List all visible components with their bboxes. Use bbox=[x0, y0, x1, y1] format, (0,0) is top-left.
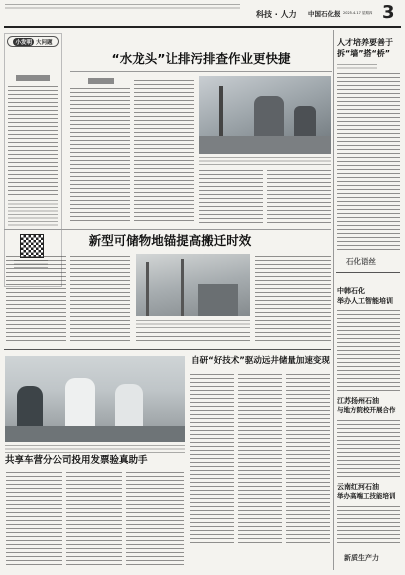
tech-photo bbox=[5, 356, 185, 442]
lead-rule bbox=[70, 71, 332, 72]
paper-logo: 中国石化报 bbox=[308, 10, 341, 18]
right-col-divider bbox=[333, 30, 334, 570]
lead-subhead-box bbox=[88, 78, 114, 84]
news3-title-1: 云南红河石油 bbox=[337, 483, 379, 491]
news3-title-2: 举办高端工技能培训 bbox=[337, 492, 396, 500]
invoice-text-col1 bbox=[6, 472, 62, 568]
lead-text-col1 bbox=[70, 88, 130, 223]
sidebar-text bbox=[8, 86, 58, 196]
anchor-text-col1 bbox=[6, 256, 66, 344]
invoice-text-col3 bbox=[126, 472, 184, 568]
lead-text-col3 bbox=[199, 170, 263, 223]
anchor-text-col2 bbox=[70, 256, 130, 344]
news2-text bbox=[337, 420, 400, 478]
anchor-text-col3 bbox=[136, 332, 250, 344]
issue-date: 2025.4.17 星期四 bbox=[343, 11, 373, 15]
column-title-1: 人才培养要善于 bbox=[337, 38, 393, 47]
lead-text-col2 bbox=[134, 80, 194, 223]
column-byline bbox=[337, 64, 377, 69]
anchor-text-col4 bbox=[255, 256, 331, 344]
tech-text-col3 bbox=[286, 374, 330, 546]
masthead-small-text bbox=[5, 4, 240, 9]
news2-title-2: 与地方院校开展合作 bbox=[337, 406, 396, 414]
sidebar-header-bar bbox=[16, 75, 50, 81]
anchor-top-rule bbox=[4, 229, 331, 230]
anchor-headline: 新型可储物地锚提高搬迁时效 bbox=[88, 233, 252, 248]
lead-photo-caption bbox=[199, 157, 331, 165]
tech-photo-caption bbox=[5, 445, 185, 453]
column-text bbox=[337, 73, 400, 253]
footer-tag: 新质生产力 bbox=[344, 554, 379, 562]
section-label: 科技 · 人力 bbox=[256, 10, 297, 19]
sidebar-badge bbox=[7, 36, 59, 47]
invoice-headline: 共享车营分公司投用发票验真助手 bbox=[5, 455, 148, 466]
yusi-rule bbox=[336, 272, 400, 273]
tech-headline: 自研“好技术”驱动远井储量加速变现 bbox=[191, 356, 330, 366]
tech-text-col2 bbox=[238, 374, 282, 546]
badge-right: 大问题 bbox=[36, 39, 53, 46]
column-title-2: 拆“墙”搭“桥” bbox=[337, 49, 391, 58]
page-number: 3 bbox=[382, 2, 395, 23]
news1-title-2: 举办人工智能培训 bbox=[337, 297, 393, 305]
badge-left: 小发明 bbox=[15, 39, 32, 46]
tech-top-rule bbox=[4, 349, 331, 350]
lead-photo bbox=[199, 76, 331, 154]
anchor-photo-caption bbox=[136, 320, 250, 328]
lead-headline: “水龙头”让排污排查作业更快捷 bbox=[111, 51, 291, 66]
news3-text bbox=[337, 506, 400, 546]
invoice-text-col2 bbox=[66, 472, 122, 568]
news1-title-1: 中韩石化 bbox=[337, 287, 365, 295]
anchor-photo bbox=[136, 254, 250, 316]
yusi-label: 石化语丝 bbox=[346, 257, 376, 266]
lead-text-col4 bbox=[267, 170, 331, 223]
header-rule bbox=[4, 26, 401, 28]
news1-text bbox=[337, 310, 400, 392]
sidebar-text-2 bbox=[8, 200, 58, 228]
news2-title-1: 江苏扬州石油 bbox=[337, 397, 379, 405]
tech-text-col1 bbox=[190, 374, 234, 546]
